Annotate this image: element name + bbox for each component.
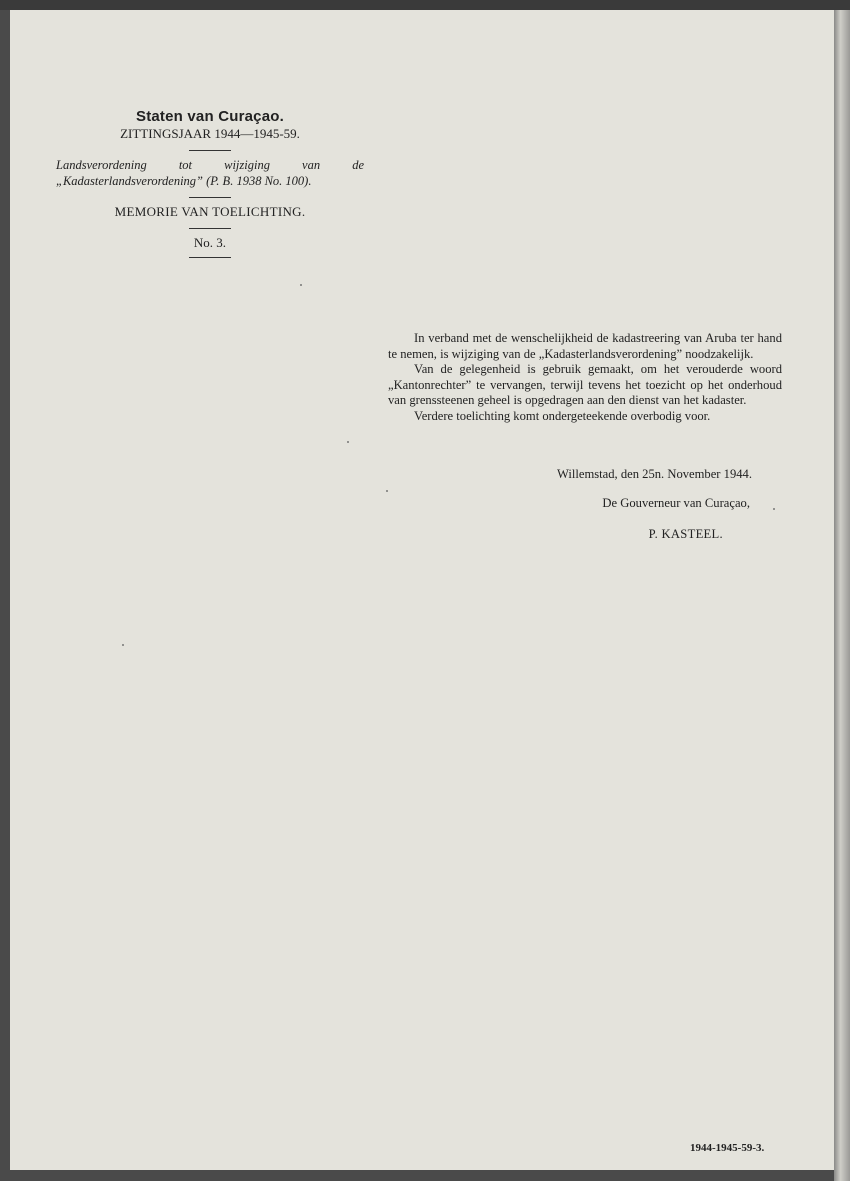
document-type: MEMORIE VAN TOELICHTING.	[114, 204, 306, 219]
page-edge	[834, 10, 850, 1181]
paper-speck	[122, 644, 124, 646]
document-subject: Landsverordening tot wijziging van de „Kadasterlandsverordening” (P. B. 1938 No. 100).	[56, 158, 364, 188]
session-year: ZITTINGSJAAR 1944—1945-59.	[120, 126, 300, 141]
paragraph: In verband met de wenschelijkheid de kadastreering van Aruba ter hand te nemen, is wijziging van de „Kadasterlandsverordening” noodzakelijk.	[388, 331, 782, 361]
document-number: No. 3.	[193, 235, 227, 250]
divider	[189, 197, 231, 198]
signatory-name: P. KASTEEL.	[648, 527, 723, 541]
paragraph: Van de gelegenheid is gebruik gemaakt, om het verouderde woord „Kantonrechter” te vervangen, terwijl tevens het toezicht op het onderhoud van grenssteenen geheel is opgedragen aan den dienst van het kadaster.	[388, 362, 782, 408]
divider	[189, 257, 231, 258]
explanatory-text	[388, 331, 782, 425]
divider	[189, 150, 231, 151]
divider	[189, 228, 231, 229]
document-reference: 1944-1945-59-3.	[690, 1142, 765, 1154]
document-title: Staten van Curaçao.	[135, 108, 284, 125]
paper-speck	[386, 490, 388, 492]
scanner-background-top	[0, 0, 850, 10]
document-header	[56, 108, 364, 264]
paper-speck	[300, 284, 302, 286]
paper-speck	[347, 441, 349, 443]
place-date: Willemstad, den 25n. November 1944.	[556, 467, 752, 481]
paragraph: Verdere toelichting komt ondergeteekende overbodig voor.	[414, 408, 711, 423]
signatory-role: De Gouverneur van Curaçao,	[602, 496, 750, 510]
paper-speck	[773, 508, 775, 510]
